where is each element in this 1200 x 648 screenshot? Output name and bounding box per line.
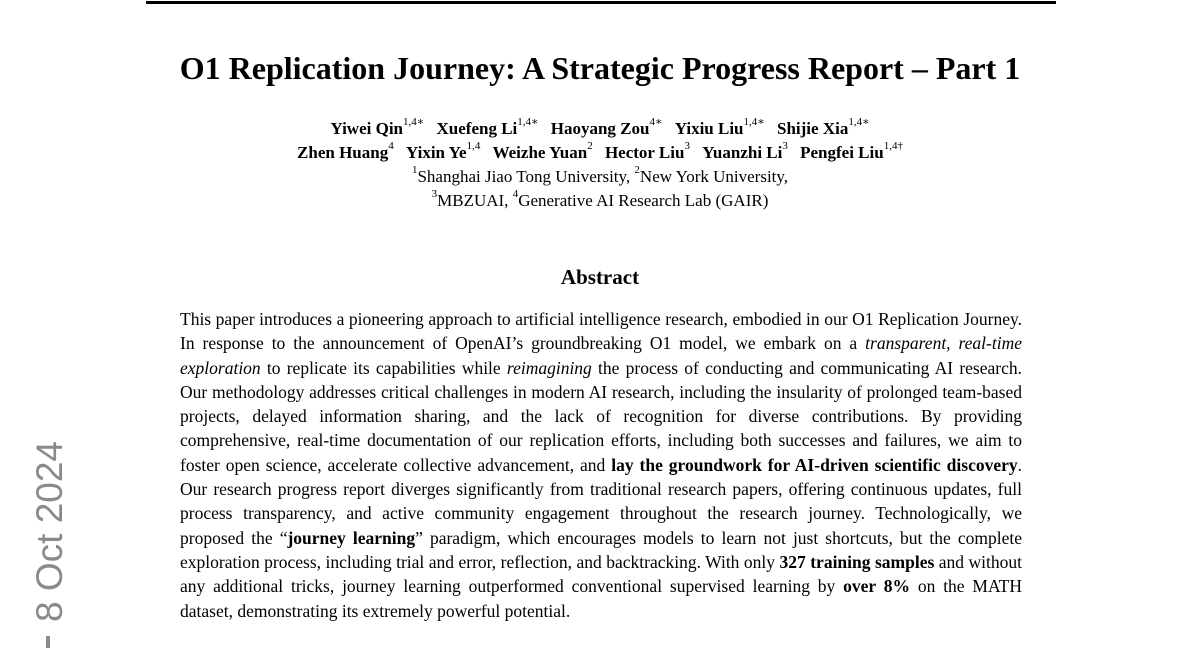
paper-title: O1 Replication Journey: A Strategic Progress Report – Part 1: [179, 50, 1021, 86]
author: Hector Liu$^3$: [604, 140, 690, 162]
author: Yixiu Liu$^{1,4∗}$: [674, 116, 765, 138]
abstract-heading: Abstract: [560, 265, 640, 289]
author: Yiwei Qin$^{1,4∗}$: [330, 116, 425, 138]
arxiv-date-text: 8 Oct 2024: [29, 440, 70, 622]
author-line-2: [150, 141, 1050, 165]
author: Zhen Huang$^4$: [297, 140, 394, 162]
arxiv-date-stamp: [28, 442, 72, 622]
author-line-1: [150, 117, 1050, 141]
top-rule: [146, 1, 1056, 4]
arxiv-stamp-rule: [46, 636, 50, 648]
abstract-body: This paper introduces a pioneering approach to artificial intelligence research, embodied in our O1 Replication Journey. In response to the announcement of OpenAI’s groundbreaking O1 model, we embark on a transparent, real-time exploration to replicate its capabilities while reimagining the process of conducting and communicating AI research. Our methodology addresses critical challenges in modern AI research, including the insularity of prolonged team-based projects, delayed information sharing, and the lack of recognition for diverse contributions. By providing comprehensive, real-time documentation of our replication efforts, including both successes and failures, we aim to foster open science, accelerate collective advancement, and lay the groundwork for AI-driven scientific discovery. Our research progress report diverges significantly from traditional research papers, offering continuous updates, full process transparency, and active community engagement throughout the research journey. Technologically, we proposed the “journey learning” paradigm, which encourages models to learn not just shortcuts, but the complete exploration process, including trial and error, reflection, and backtracking. With only 327 training samples and without any additional tricks, journey learning outperformed conventional supervised learning by over 8% on the MATH dataset, demonstrating its extremely powerful potential.: [180, 309, 1023, 621]
affiliation-line-1: $^1$Shanghai Jiao Tong University, $^2$New York University,: [411, 164, 789, 186]
author: Shijie Xia$^{1,4∗}$: [777, 116, 870, 138]
author: Yixin Ye$^{1,4}$: [405, 140, 481, 162]
author-block: [150, 117, 1050, 213]
author: Yuanzhi Li$^3$: [702, 140, 788, 162]
author: Weizhe Yuan$^2$: [492, 140, 593, 162]
author: Pengfei Liu$^{1,4\dagger}$: [800, 140, 903, 162]
author: Haoyang Zou$^{4∗}$: [550, 116, 663, 138]
author: Xuefeng $Li^{1,4∗}$: [436, 116, 539, 138]
affiliation-line-2: $^3$MBZUAI, $^4$Generative AI Research Lab (GAIR): [431, 188, 769, 210]
